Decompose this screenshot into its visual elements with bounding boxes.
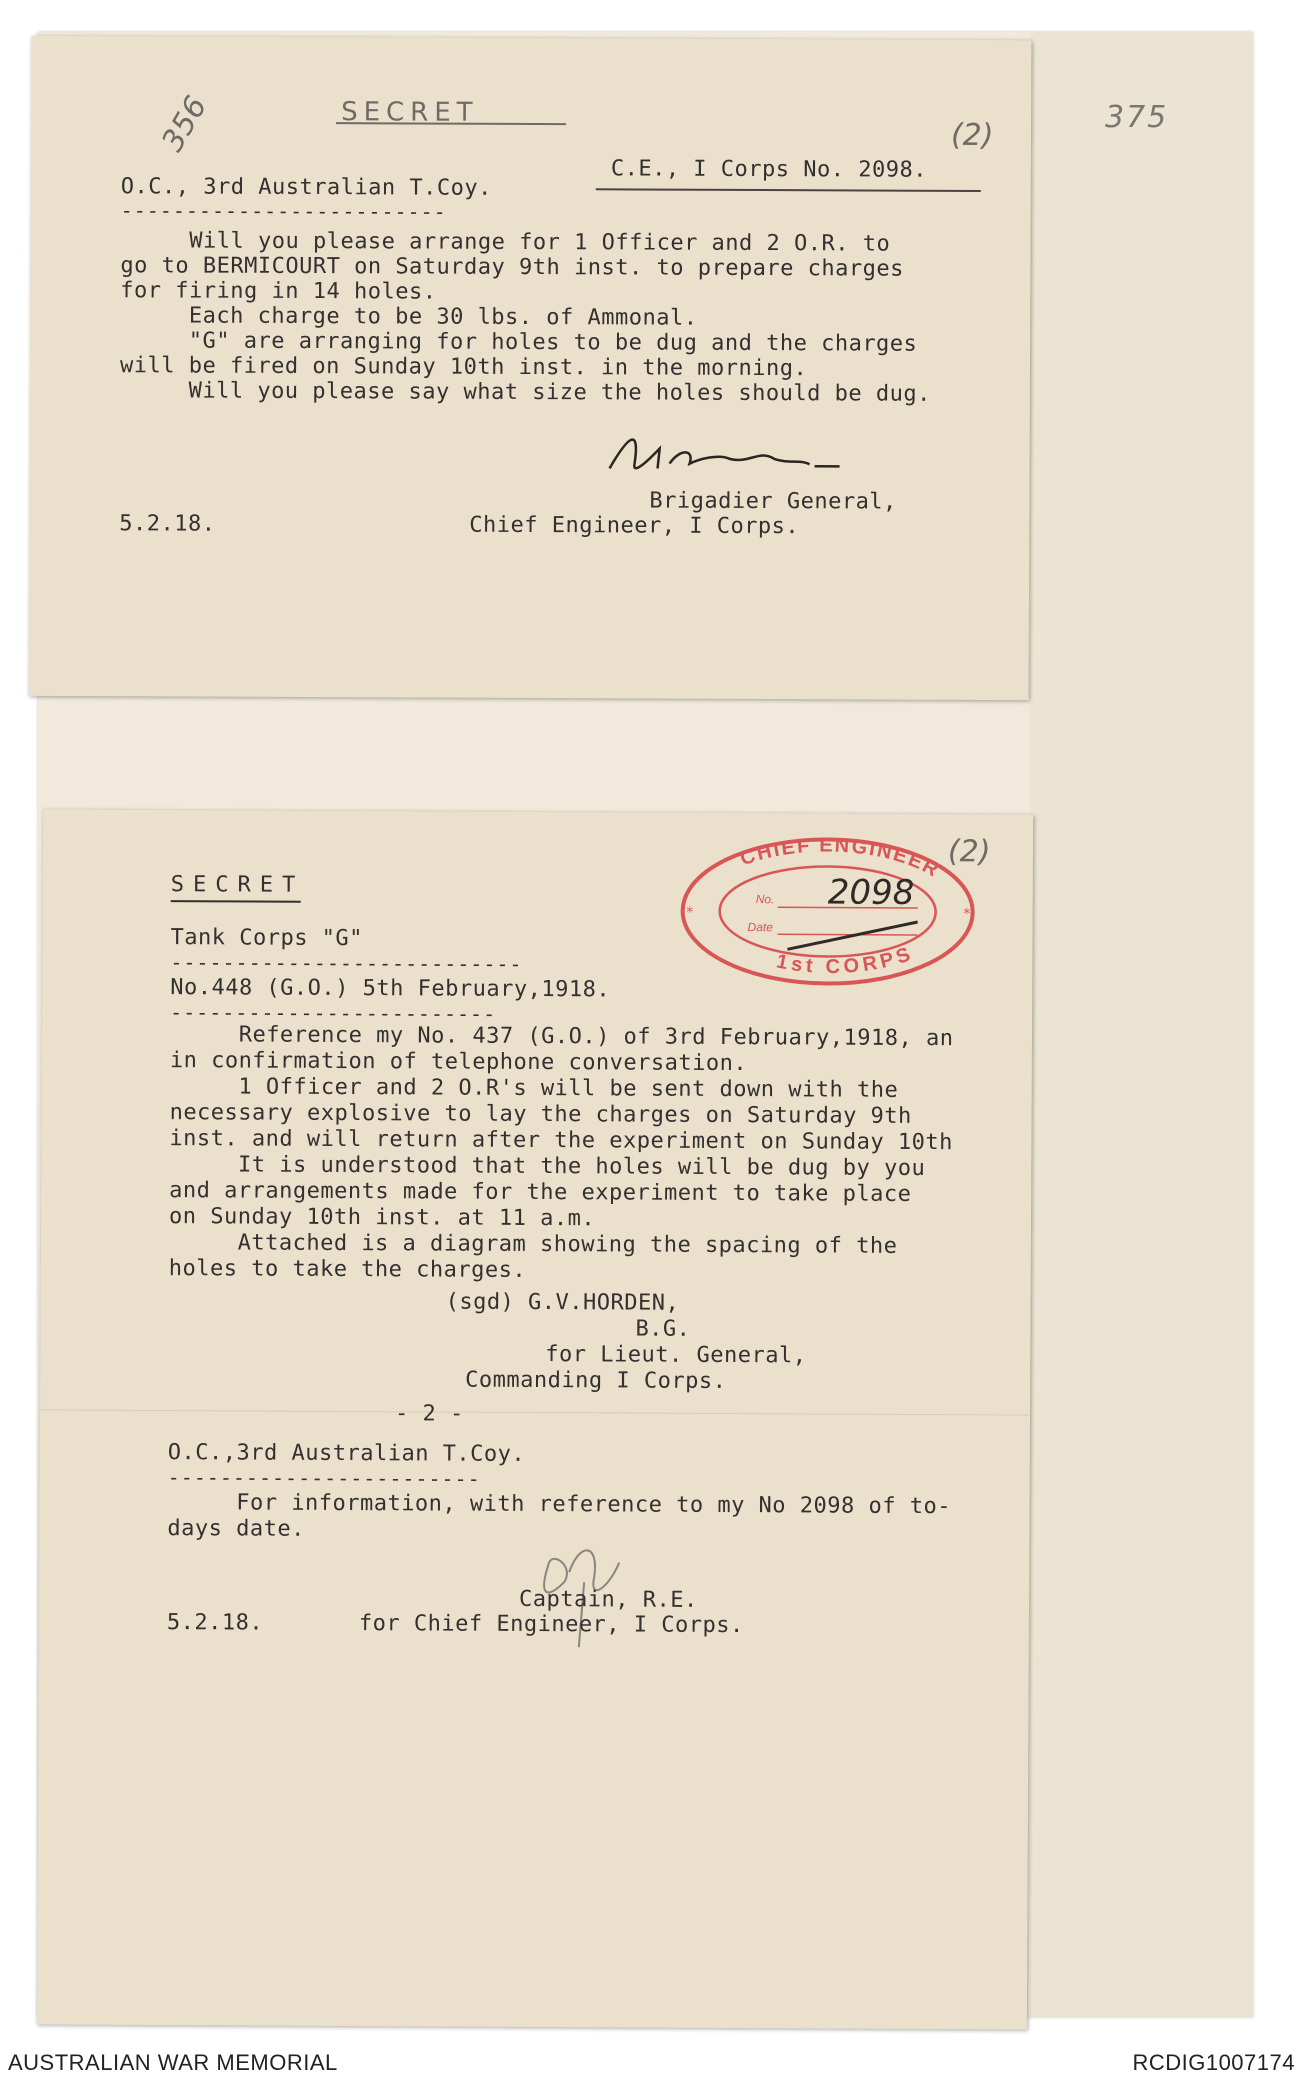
captain-rank: Captain, R.E. <box>518 1586 698 1613</box>
from-unit: Tank Corps "G" <box>170 925 364 952</box>
stamp-bottom-text: 1st CORPS <box>774 942 917 979</box>
addressee-underline: ------------------------ <box>167 1465 481 1491</box>
signature <box>599 423 859 484</box>
body-line: It is understood that the holes will be dug by you <box>169 1152 926 1182</box>
page-marker: - 2 - <box>394 1401 464 1427</box>
stamp-date-label: Date <box>747 920 773 935</box>
pencil-number: 356 <box>155 90 215 158</box>
handwritten-secret: SECRET <box>341 97 479 128</box>
secret-heading: SECRET <box>170 872 305 898</box>
backing-sheet-edge <box>1030 32 1253 2017</box>
letter-body <box>169 1022 954 1286</box>
from-underline: --------------------------- <box>170 950 523 976</box>
chief-engineer-stamp <box>677 831 983 993</box>
footer-institution: AUSTRALIAN WAR MEMORIAL <box>8 2050 338 2075</box>
stamp-number: 2098 <box>827 872 915 913</box>
body-line: on Sunday 10th inst. at 11 a.m. <box>168 1204 596 1232</box>
body-line: Will you please say what size the holes should be dug. <box>119 378 931 407</box>
body-line: inst. and will return after the experiment on Sunday 10th <box>169 1126 954 1156</box>
svg-text:*: * <box>962 906 972 923</box>
footer-id: RCDIG1007174 <box>1132 2050 1295 2075</box>
body-line: will be fired on Sunday 10th inst. in the morning. <box>119 353 808 382</box>
reference-underline: ------------------------- <box>170 1000 497 1026</box>
signatory-rank: Brigadier General, <box>649 488 897 515</box>
signed-name: (sgd) G.V.HORDEN, <box>445 1289 680 1316</box>
body-line: "G" are arranging for holes to be dug and the charges <box>120 328 918 357</box>
body-line: Attached is a diagram showing the spacing of the <box>168 1230 898 1259</box>
pencil-folio-number: 375 <box>1105 100 1169 135</box>
signed-for: for Lieut. General, <box>545 1342 807 1369</box>
addressee-underline: ------------------------- <box>120 198 447 224</box>
body-line: holes to take the charges. <box>168 1256 527 1283</box>
body-line: Each charge to be 30 lbs. of Ammonal. <box>120 303 698 331</box>
info-line: days date. <box>167 1516 305 1542</box>
reference-underline <box>596 188 981 192</box>
signed-rank: B.G. <box>635 1316 691 1342</box>
copy-mark: (2) <box>950 117 994 154</box>
signatory-title: Chief Engineer, I Corps. <box>469 512 800 540</box>
letter-sheet-2 <box>37 809 1033 2029</box>
copy-mark: (2) <box>947 834 991 870</box>
body-line: Reference my No. 437 (G.O.) of 3rd February,1918, an <box>169 1022 954 1052</box>
body-line: go to BERMICOURT on Saturday 9th inst. to prepare charges <box>120 253 904 282</box>
sheet-fold <box>40 1409 1030 1415</box>
stamp-top-text: CHIEF ENGINEER <box>737 834 944 883</box>
info-line: For information, with reference to my No 2098 of to- <box>167 1490 952 1520</box>
for-chief-engineer: for Chief Engineer, I Corps. <box>358 1611 744 1639</box>
reference-number: C.E., I Corps No. 2098. <box>610 156 928 183</box>
reference-line: No.448 (G.O.) 5th February,1918. <box>170 975 611 1003</box>
svg-text:*: * <box>685 904 695 921</box>
addressee: O.C.,3rd Australian T.Coy. <box>167 1440 526 1467</box>
letter-date: 5.2.18. <box>119 511 216 537</box>
body-line: in confirmation of telephone conversation. <box>169 1048 748 1077</box>
body-line: Will you please arrange for 1 Officer and 2 O.R. to <box>120 228 891 257</box>
stamp-no-label: No. <box>755 892 775 907</box>
body-line: necessary explosive to lay the charges on Saturday 9th <box>169 1100 912 1129</box>
letter-body <box>120 228 932 407</box>
signed-command: Commanding I Corps. <box>465 1367 727 1395</box>
body-line: and arrangements made for the experiment to take place <box>169 1178 912 1207</box>
body-line: for firing in 14 holes. <box>120 278 437 305</box>
letter-sheet-1 <box>29 36 1032 700</box>
letter-date: 5.2.18. <box>166 1610 264 1636</box>
secret-underline <box>171 900 301 903</box>
body-line: 1 Officer and 2 O.R's will be sent down with the <box>169 1074 899 1103</box>
addressee: O.C., 3rd Australian T.Coy. <box>120 174 492 201</box>
